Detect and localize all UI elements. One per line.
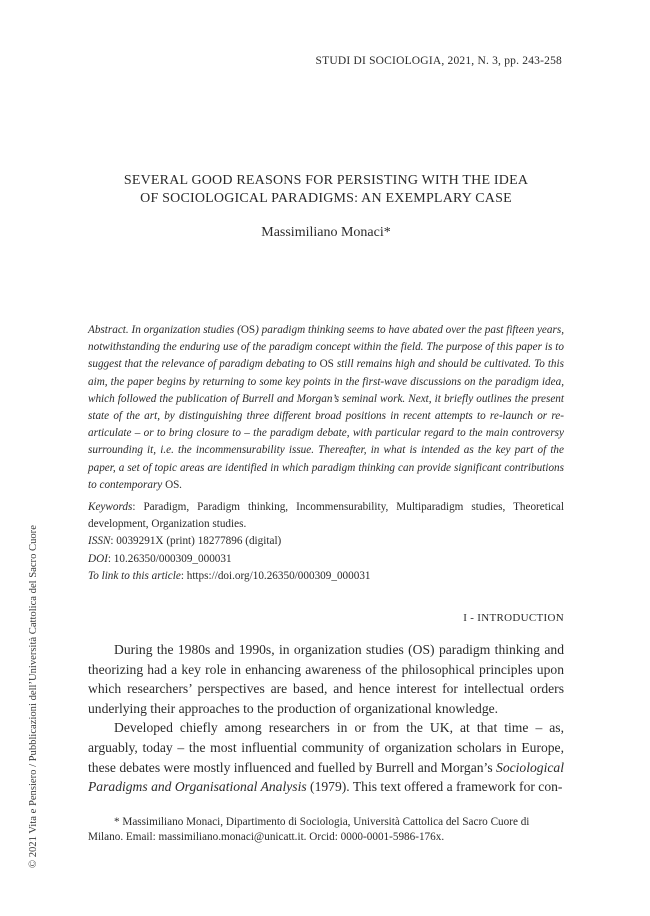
abstract-text-4: . [179,478,183,491]
doi-label: DOI [88,552,108,565]
abstract-text-3: still remains high and should be cultivated. To this aim, the paper begins by returning to some key points in the first-wave discussions on the paradigm idea, which followed the publication of Burrell and Morgan’s seminal work. Next, it briefly outlines the present state of the art, by distinguishing three different broad positions in recent attempts to re-launch or re-articulate – or to bring closure to – the paradigm debate, with particular regard to the main controversy surrounding it, i.e. the incommensurability issue. Thereafter, in what is intended as the key part of the paper, a set of topic areas are identified in which paradigm thinking can provide significant contributions to contemporary [88,358,564,491]
doi-value: : 10.26350/000309_000031 [107,552,232,565]
book-title: Sociological Paradigms and Organisational Analysis [88,759,564,795]
body-paragraph-2-text-a: Developed chiefly among researchers in or from the UK, at that time – as, arguably, today – the most influential community of organization scholars in Europe, these debates were mostly influenced and fuelled by Burrell and Morgan’s [88,720,564,775]
issn-label: ISSN [88,535,111,548]
body-text [88,640,564,797]
author-name: Massimiliano Monaci* [261,225,391,240]
journal-header: STUDI DI SOCIOLOGIA, 2021, N. 3, pp. 243-258 [315,55,562,67]
issn [88,533,564,550]
abstract-os-1: OS [240,324,256,336]
keywords-value: : Paradigm, Paradigm thinking, Incommensurability, Multiparadigm studies, Theoretical development, Organization studies. [88,501,564,531]
doi [88,551,564,568]
issn-value: : 0039291X (print) 18277896 (digital) [110,535,282,548]
body-paragraph-2 [88,718,564,796]
footnote-line-1: * Massimiliano Monaci, Dipartimento di Sociologia, Università Cattolica del Sacro Cuore di [114,816,530,828]
abstract-text-2: ) paradigm thinking seems to have abated over the past fifteen years, notwithstanding the enduring use of the paradigm concept within the field. The purpose of this paper is to suggest that the relevance of paradigm debating to [88,324,564,371]
abstract [88,322,564,494]
article-metadata [88,499,564,585]
paper-title [88,172,564,208]
abstract-os-3: OS [165,478,180,491]
article-link-url[interactable]: : https://doi.org/10.26350/000309_000031 [180,569,371,582]
paper-title-line-2: OF SOCIOLOGICAL PARADIGMS: AN EXEMPLARY CASE [140,191,512,206]
abstract-text-1: Abstract. In organization studies ( [88,324,241,336]
body-paragraph-2-text-b: (1979). This text offered a framework for con- [306,779,563,795]
section-heading: I - INTRODUCTION [463,612,564,624]
article-link [88,568,564,585]
side-copyright-notice: © 2021 Vita e Pensiero / Pubblicazioni dell’Università Cattolica del Sacro Cuore [28,525,39,868]
paper-title-line-1: SEVERAL GOOD REASONS FOR PERSISTING WITH THE IDEA [123,173,529,188]
body-paragraph-1: During the 1980s and 1990s, in organization studies (OS) paradigm thinking and theorizing had a key role in enhancing awareness of the philosophical principles upon which researchers’ perspectives are based, and hence interest for intellectual orders underlying their approaches to the production of organizational knowledge. [88,642,564,716]
keywords-label: Keywords [88,501,133,513]
article-link-label: To link to this article [88,569,181,582]
footnote-line-2: Milano. Email: massimiliano.monaci@unicatt.it. Orcid: 0000-0001-5986-176x. [88,831,445,843]
keywords [88,499,564,533]
footnote [88,815,564,845]
abstract-os-2: OS [319,358,334,371]
